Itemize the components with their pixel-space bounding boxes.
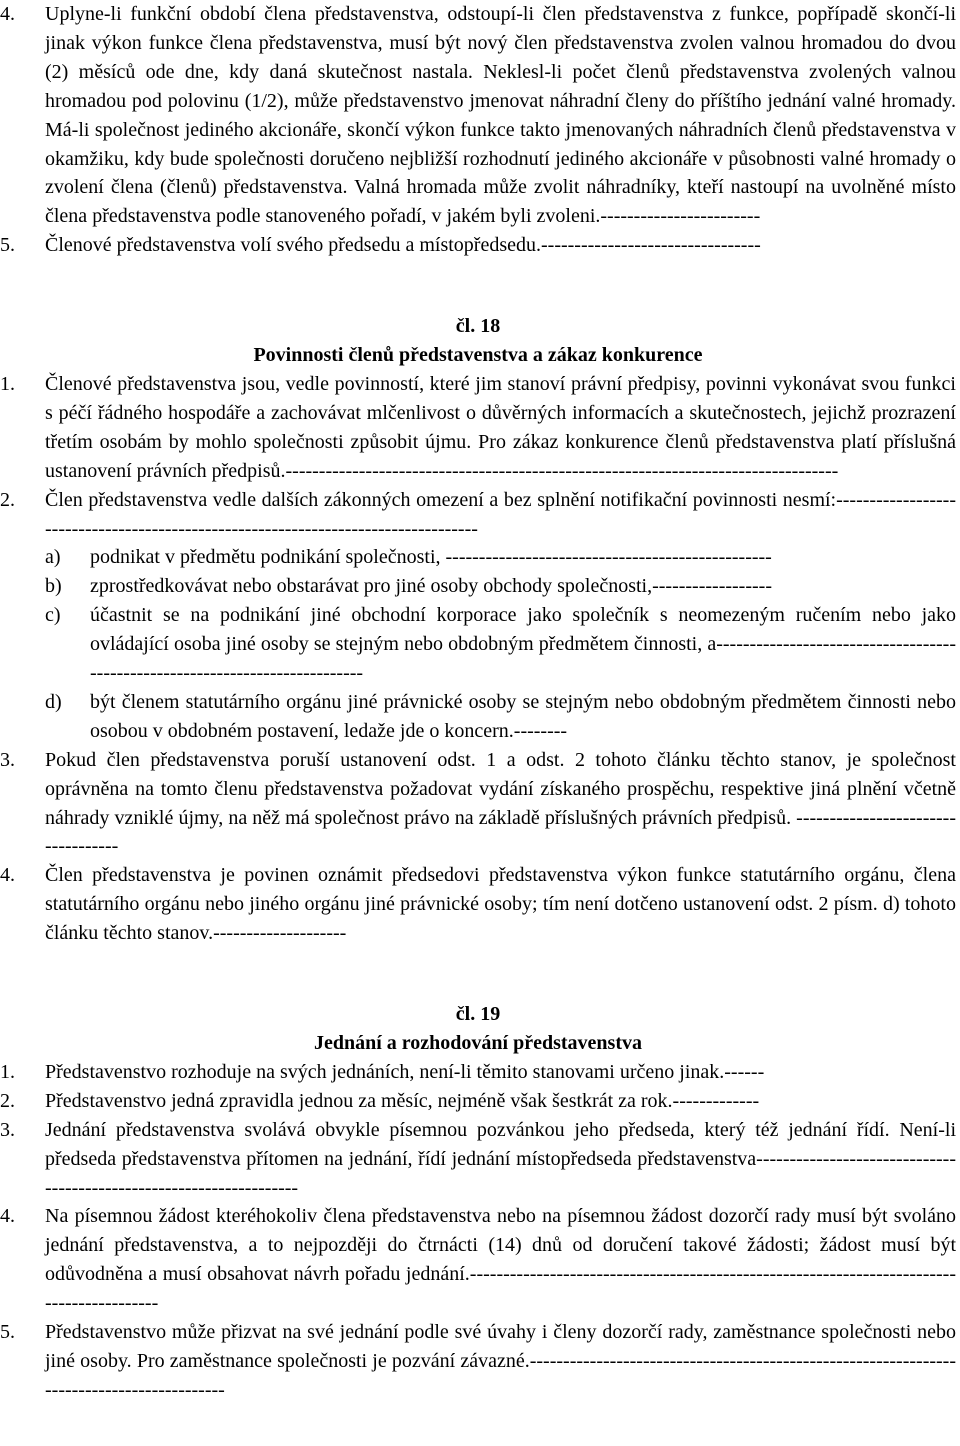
- item-number: 3.: [0, 1118, 15, 1141]
- list-item: [0, 1058, 956, 1087]
- list-item: [0, 231, 956, 260]
- sub-item-letter: b): [45, 575, 62, 598]
- item-number: 4.: [0, 1205, 15, 1228]
- item-text: Členové představenstva jsou, vedle povinností, které jim stanoví právní předpisy, povinni vykonávat svou funkci s péčí řádného hospodáře a zachovávat mlčenlivost o důvěrných informacích a skutečnostech, jejichž prozrazení třetím osobám by mohlo společnosti způsobit újmu. Pro zákaz konkurence členů představenstva platí příslušná ustanovení právních předpisů.-----------------------------------------------------------------------------------: [45, 372, 956, 482]
- item-text: Představenstvo může přizvat na své jednání podle své úvahy i členy dozorčí rady, zaměstnance společnosti nebo jiné osoby. Pro zaměstnance společnosti je pozvání závazné.-------------------------------------------------------------------------------------------: [45, 1321, 956, 1401]
- sub-item-text: být členem statutárního orgánu jiné právnické osoby se stejným nebo obdobným předmětem činnosti nebo osobou v obdobném postavení, ledaže jde o koncern.--------: [90, 690, 956, 742]
- list-item: [0, 746, 956, 862]
- list-item: [0, 1202, 956, 1318]
- article-17-continuation: [0, 0, 956, 260]
- sub-list-item: [0, 688, 956, 746]
- list-item: [0, 861, 956, 948]
- sub-item-letter: a): [45, 546, 61, 569]
- item-number: 2.: [0, 1089, 15, 1112]
- item-text: Na písemnou žádost kteréhokoliv člena představenstva nebo na písemnou žádost dozorčí rady musí být svoláno jednání představenstva, a to nejpozději do čtrnácti (14) dnů od doručení takové žádosti; žádost musí být odůvodněna a musí obsahovat návrh pořadu jednání.------------------------------------------------------------------------------------------: [45, 1205, 956, 1315]
- item-text: Představenstvo jedná zpravidla jednou za měsíc, nejméně však šestkrát za rok.-------------: [45, 1089, 760, 1112]
- sub-item-letter: c): [45, 604, 61, 627]
- item-text: Uplyne-li funkční období člena představenstva, odstoupí-li člen představenstva z funkce, popřípadě skončí-li jinak výkon funkce člena představenstva, musí být nový člen představenstva zvolen valnou hromadou do dvou (2) měsíců ode dne, kdy daná skutečnost nastala. Neklesl-li počet členů představenstva zvolených valnou hromadou pod polovinu (1/2), může představenstvo jmenovat náhradní členy do příštího jednání valné hromady. Má-li společnost jediného akcionáře, skončí výkon funkce takto jmenovaných náhradních členů představenstva v okamžiku, kdy bude společnosti doručeno nejbližší rozhodnutí jediného akcionáře v působnosti valné hromady o zvolení člena (členů) představenstva. Valná hromada může zvolit náhradníky, kteří nastoupí na uvolněné místo člena představenstva podle stanoveného pořadí, v jakém byli zvoleni.------------------------: [45, 3, 956, 228]
- list-item: [0, 370, 956, 486]
- article-title: Povinnosti členů představenstva a zákaz konkurence: [253, 344, 703, 367]
- sub-list-item: [0, 572, 956, 601]
- list-item: [0, 1087, 956, 1116]
- sub-item-text: podnikat v předmětu podnikání společnosti, -------------------------------------------------: [90, 546, 772, 569]
- section-gap: [0, 948, 956, 1000]
- item-text: Člen představenstva vedle dalších zákonných omezení a bez splnění notifikační povinnosti nesmí:-----------------------------------------------------------------------------------: [45, 488, 956, 540]
- sub-item-text: zprostředkovávat nebo obstarávat pro jiné osoby obchody společnosti,------------------: [90, 575, 772, 598]
- list-item: [0, 0, 956, 231]
- article-title: Jednání a rozhodování představenstva: [313, 1032, 642, 1054]
- item-number: 5.: [0, 1321, 15, 1344]
- item-text: Jednání představenstva svolává obvykle písemnou pozvánkou jeho předseda, který též jednání řídí. Není-li předseda představenstva přítomen na jednání, řídí jednání místopředseda představenstva--------------------------------------------------------------------: [45, 1118, 956, 1199]
- item-number: 2.: [0, 488, 15, 511]
- section-gap: [0, 260, 956, 312]
- sub-item-text: účastnit se na podnikání jiné obchodní korporace jako společník s neomezeným ručením nebo jako ovládající osoba jiné osoby se stejným nebo obdobným předmětem činnosti, a-----------------------------------------------------------------------------: [90, 604, 956, 685]
- item-text: Představenstvo rozhoduje na svých jednáních, není-li těmito stanovami určeno jinak.------: [45, 1060, 765, 1083]
- list-item: [0, 1116, 956, 1203]
- item-number: 3.: [0, 748, 15, 771]
- sub-item-letter: d): [45, 690, 62, 713]
- item-number: 4.: [0, 864, 15, 887]
- article-19: [0, 1000, 956, 1405]
- item-text: Pokud člen představenstva poruší ustanovení odst. 1 a odst. 2 tohoto článku těchto stanov, je společnost oprávněna na tomto členu představenstva požadovat vydání získaného prospěchu, respektive jiná plnění včetně náhrady vzniklé újmy, na něž má společnost právo na základě příslušných právních předpisů. -----------------------------------: [45, 748, 956, 858]
- item-number: 5.: [0, 234, 15, 257]
- article-number: čl. 19: [455, 1003, 501, 1026]
- article-18: [0, 312, 956, 948]
- article-number: čl. 18: [455, 315, 501, 338]
- item-number: 4.: [0, 3, 15, 25]
- list-item: [0, 1318, 956, 1405]
- sub-list-item: [0, 601, 956, 688]
- item-text: Člen představenstva je povinen oznámit předsedovi představenstva výkon funkce statutárního orgánu, člena statutárního orgánu nebo jiného orgánu jiné právnické osoby; tím není dotčeno ustanovení odst. 2 písm. d) tohoto článku těchto stanov.--------------------: [45, 864, 956, 945]
- list-item: [0, 486, 956, 544]
- sub-list-item: [0, 543, 956, 572]
- item-text: Členové představenstva volí svého předsedu a místopředsedu.---------------------------------: [45, 234, 761, 257]
- item-number: 1.: [0, 372, 15, 395]
- item-number: 1.: [0, 1060, 15, 1083]
